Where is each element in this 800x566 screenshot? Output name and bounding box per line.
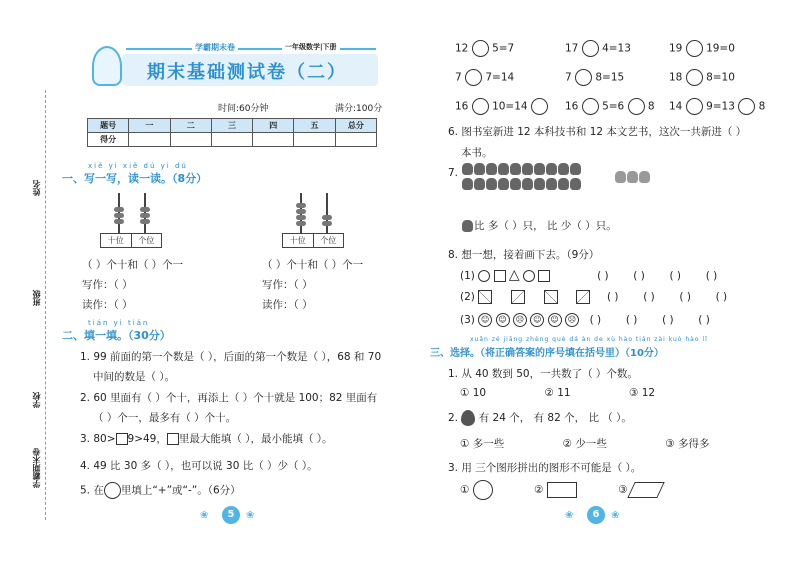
face-icon: ☹: [565, 313, 579, 327]
frog-icon: [627, 171, 638, 183]
s3-q2: 2. 有 24 个， 有 82 个， 比 （ ）。: [448, 412, 632, 424]
duck-icon: [474, 163, 485, 175]
rotated-square-icon: [511, 290, 525, 304]
answer-blank[interactable]: ( ): [679, 291, 691, 303]
q6b: 本书。: [461, 147, 493, 159]
s3-q1: 1. 从 40 数到 50，一共数了（ ）个数。: [448, 368, 638, 380]
answer-blank[interactable]: ( ): [662, 314, 674, 326]
score-header: 三: [211, 119, 252, 133]
square-shape-icon: [494, 270, 506, 282]
s3-q2-options: [460, 436, 764, 451]
circle-shape-icon: [523, 270, 535, 282]
duck-icon: [498, 178, 509, 190]
section1-pinyin: xiě yi xiě dú yi dú: [88, 162, 188, 170]
duck-icon: [510, 163, 521, 175]
answer-circle[interactable]: [686, 40, 703, 57]
answer-circle[interactable]: [575, 69, 592, 86]
q7-line: 比 多（ ）只， 比 少（ ）只。: [462, 218, 617, 233]
s2-q1b: 中间的数是（ ）。: [93, 371, 176, 383]
animal-group-ducks: [462, 163, 622, 190]
option-2[interactable]: ② 少一些: [562, 438, 607, 450]
answer-circle[interactable]: [104, 482, 121, 499]
page-number-right: 6: [587, 506, 605, 524]
duck-icon: [558, 178, 569, 190]
score-cell[interactable]: [211, 133, 252, 147]
section2-pinyin: tián yi tián: [88, 319, 150, 327]
answer-circle[interactable]: [686, 69, 703, 86]
answer-circle[interactable]: [531, 98, 548, 115]
score-cell[interactable]: [129, 133, 170, 147]
answer-blank[interactable]: ( ): [669, 270, 682, 282]
score-cell[interactable]: [253, 133, 294, 147]
time-label: 时间:60分钟: [218, 104, 269, 114]
section3-title: 三、选择。（将正确答案的序号填在括号里）（10分）: [430, 348, 664, 359]
s1-right-line1: （ ）个十和（ ）个一: [262, 259, 364, 271]
s1-right-line3: 读作：（ ）: [262, 299, 313, 311]
s2-q3-mid: 9>49，: [127, 433, 167, 445]
answer-blank[interactable]: ( ): [633, 270, 645, 282]
s3-q3-options: [460, 480, 661, 500]
q7-label: 7.: [448, 167, 459, 179]
banner-left: 学霸期末卷: [192, 42, 238, 53]
q8-row2: (2) ( ) ( ) ( ) ( ): [460, 291, 728, 303]
s2-q4: 4. 49 比 30 多（ ），也可以说 30 比（ ）少（ ）。: [80, 460, 318, 472]
bow-icon: ❀: [565, 510, 574, 521]
section3-pinyin: xuǎn zé jiāng zhèng què dá àn de xù hào tián zài kuò hào lǐ: [470, 336, 708, 343]
s3-q1-options: [460, 387, 710, 399]
answer-circle[interactable]: [738, 98, 755, 115]
duck-icon: [462, 220, 473, 232]
s2-q3-end: 里最大能填（ ），最小能填（ ）。: [178, 433, 333, 445]
answer-circle[interactable]: [472, 98, 489, 115]
score-header: 题号: [88, 119, 129, 133]
score-header: 总分: [335, 119, 376, 133]
score-cell[interactable]: [294, 133, 335, 147]
triangle-shape-icon: △: [508, 267, 520, 283]
score-cell[interactable]: [335, 133, 376, 147]
frog-icon: [639, 171, 650, 183]
header-banner: [92, 42, 382, 94]
rotated-square-icon: [576, 290, 590, 304]
answer-blank[interactable]: ( ): [589, 314, 602, 326]
s2-q3: [80, 431, 333, 446]
score-header: 五: [294, 119, 335, 133]
answer-blank[interactable]: ( ): [606, 291, 619, 303]
score-header: 四: [253, 119, 294, 133]
bow-icon: ❀: [611, 510, 620, 521]
s2-q5-start: 5. 在: [80, 484, 104, 497]
section2-title: 二、填一填。（30分）: [62, 329, 171, 342]
class-label: 班级: [32, 290, 41, 306]
circle-shape-icon: [478, 270, 490, 282]
rectangle-shape-icon: [547, 482, 577, 498]
option-1[interactable]: ① 10: [460, 387, 487, 399]
face-icon: ☺: [530, 313, 544, 327]
circle-shape-icon: [473, 480, 493, 500]
face-icon: ☺: [548, 313, 562, 327]
banner-right: 一年级数学|下册: [282, 42, 340, 52]
s2-q3-start: 3. 80>: [80, 433, 116, 445]
duck-icon: [510, 178, 521, 190]
mascot-icon: [92, 46, 122, 86]
option-3[interactable]: ③: [618, 484, 628, 496]
answer-blank[interactable]: ( ): [705, 270, 718, 282]
answer-circle[interactable]: [472, 40, 489, 57]
s2-q2a: 2. 60 里面有（ ）个十，再添上（ ）个十就是 100；82 里面有: [80, 392, 378, 404]
q8-row3: (3) ☺ ☺ ☹ ☺ ☺ ☹ ( ) ( ) ( ) ( ): [460, 314, 710, 326]
abacus-label: 个位: [138, 236, 155, 245]
answer-box[interactable]: [167, 433, 179, 445]
face-icon: ☺: [478, 313, 492, 327]
abacus-label: 个位: [320, 236, 337, 245]
option-2[interactable]: ② 11: [544, 387, 571, 399]
s1-left-line2: 写作：（ ）: [82, 279, 133, 291]
score-table: [87, 118, 377, 147]
score-header: 二: [170, 119, 211, 133]
duck-icon: [546, 163, 557, 175]
page-number-left: 5: [222, 506, 240, 524]
answer-circle[interactable]: [582, 98, 599, 115]
duck-icon: [474, 178, 485, 190]
score-header: 一: [129, 119, 170, 133]
face-icon: ☺: [496, 313, 510, 327]
option-1[interactable]: ① 多一些: [460, 438, 505, 450]
animal-group-frogs: [615, 171, 651, 183]
rotated-square-icon: [544, 290, 558, 304]
full-score-label: 满分:100分: [335, 104, 383, 114]
duck-icon: [570, 163, 581, 175]
parallelogram-shape-icon: [627, 482, 664, 498]
page-title: 期末基础测试卷（二）: [147, 62, 347, 83]
s2-q5-end: 里填上“+”或“-”。（6分）: [120, 484, 241, 497]
option-3[interactable]: ③ 多得多: [665, 438, 710, 450]
q8-title: 8. 想一想，接着画下去。（9分）: [448, 249, 600, 261]
answer-circle[interactable]: [686, 98, 703, 115]
school-label: 学校: [32, 392, 41, 408]
duck-icon: [570, 178, 581, 190]
answer-blank[interactable]: ( ): [643, 291, 655, 303]
answer-box[interactable]: [116, 433, 128, 445]
name-label: 姓名: [32, 180, 41, 196]
answer-blank[interactable]: ( ): [698, 314, 710, 326]
frog-icon: [615, 171, 626, 183]
answer-blank[interactable]: ( ): [597, 270, 609, 282]
answer-blank[interactable]: ( ): [715, 291, 728, 303]
s2-q2b: （ ）个一，最多有（ ）个十。: [93, 412, 237, 424]
duck-icon: [534, 178, 545, 190]
face-icon: ☹: [513, 313, 527, 327]
answer-blank[interactable]: ( ): [625, 314, 638, 326]
duck-icon: [534, 163, 545, 175]
strawberry-icon: [461, 410, 475, 426]
bow-icon: ❀: [246, 510, 255, 521]
option-2[interactable]: ②: [534, 484, 544, 496]
option-3[interactable]: ③ 12: [628, 387, 656, 399]
answer-circle[interactable]: [465, 69, 482, 86]
score-label: 得分: [88, 133, 129, 147]
abacus-label: 十位: [101, 234, 132, 247]
abacus-left: [100, 193, 162, 248]
answer-circle[interactable]: [582, 40, 599, 57]
s3-q3: 3. 用 三个图形拼出的图形不可能是（ ）。: [448, 462, 642, 474]
duck-icon: [558, 163, 569, 175]
score-cell[interactable]: [170, 133, 211, 147]
s1-right-line2: 写作：（ ）: [262, 279, 313, 291]
square-shape-icon: [538, 270, 550, 282]
duck-icon: [462, 178, 473, 190]
duck-icon: [486, 178, 497, 190]
duck-icon: [546, 178, 557, 190]
option-1[interactable]: ①: [460, 484, 470, 496]
duck-icon: [486, 163, 497, 175]
brand-label: 学霸期末卷: [32, 448, 41, 488]
duck-icon: [522, 163, 533, 175]
rotated-square-icon: [478, 290, 492, 304]
abacus-label: 十位: [283, 234, 314, 247]
duck-icon: [498, 163, 509, 175]
duck-icon: [462, 163, 473, 175]
s2-q5: [80, 482, 241, 499]
bow-icon: ❀: [200, 510, 209, 521]
duck-icon: [522, 178, 533, 190]
q8-row1: (1) △ ( ) ( ) ( ) ( ): [460, 267, 718, 283]
q6a: 6. 图书室新进 12 本科技书和 12 本文艺书，这次一共新进（ ）: [448, 126, 747, 138]
abacus-right: [282, 193, 344, 248]
section1-title: 一、写一写，读一读。（8分）: [62, 172, 208, 185]
s1-left-line3: 读作：（ ）: [82, 299, 133, 311]
answer-circle[interactable]: [628, 98, 645, 115]
s2-q1a: 1. 99 前面的第一个数是（ ），后面的第一个数是（ ），68 和 70: [80, 351, 382, 363]
s1-left-line1: （ ）个十和（ ）个一: [82, 259, 184, 271]
